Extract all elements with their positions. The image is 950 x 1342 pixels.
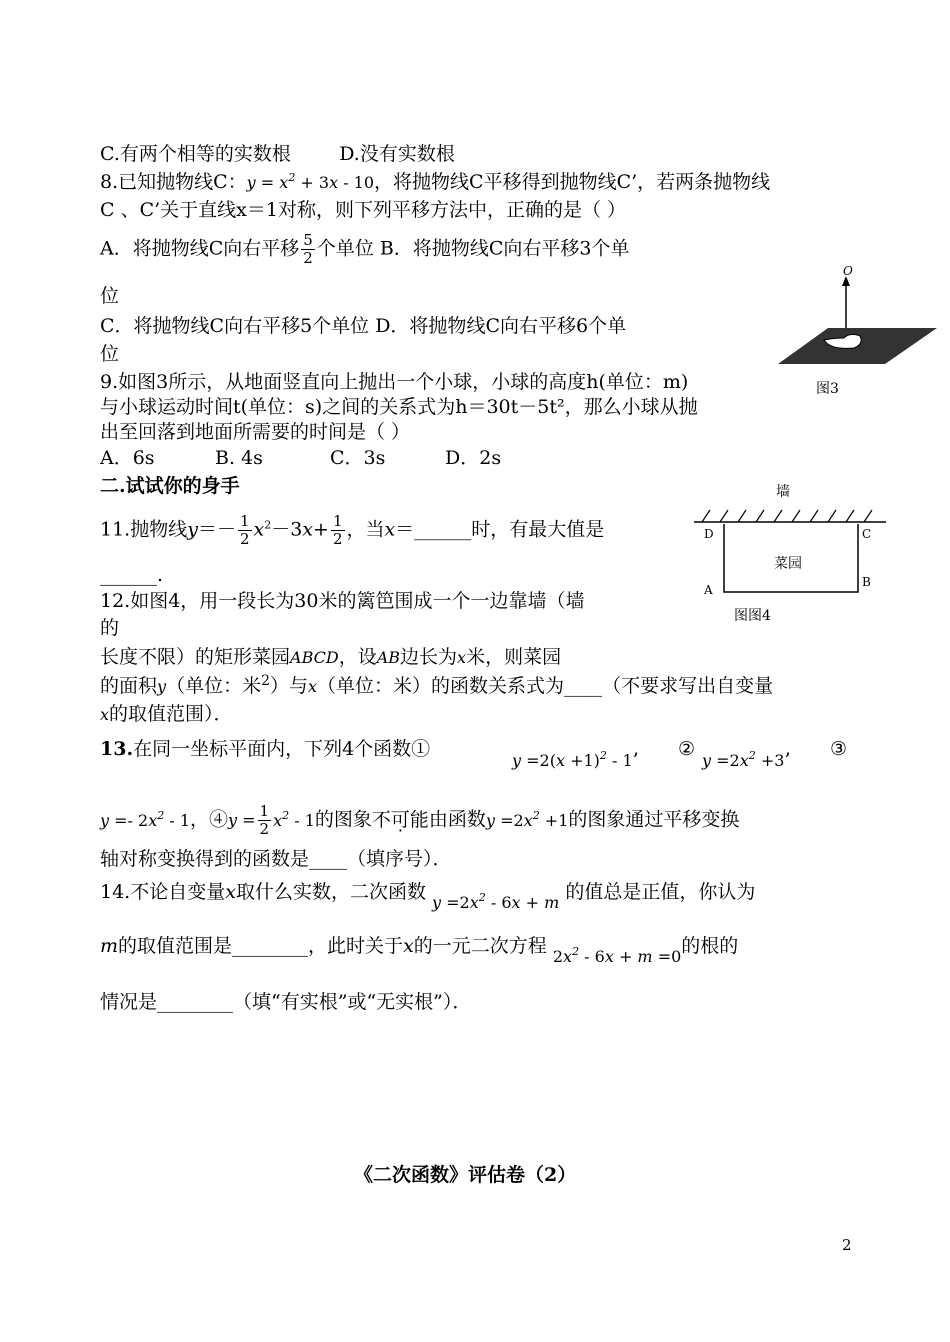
q8-stem-line2: C 、C’关于直线x＝1对称，则下列平移方法中，正确的是（ ） [100,199,626,221]
q13-circle3: ③ [830,738,848,760]
q7-options-cd: C.有两个相等的实数根 D.没有实数根 [100,143,455,165]
q9-line1: 9.如图3所示，从地面竖直向上抛出一个小球，小球的高度h(单位：m) [100,371,689,393]
q9-line2: 与小球运动时间t(单位：s)之间的关系式为h＝30t－5t²，那么小球从抛 [100,396,698,418]
figure4-garden-label: 菜园 [774,556,802,572]
q13-func1: $y =2(x +1)^2 - 1$’ [512,749,639,771]
q9-options: A．6s B. 4s C．3s D．2s [100,447,502,469]
q8-wrap2: 位 [100,343,120,365]
q13-line3: 轴对称变换得到的函数是____（填序号）． [100,848,452,870]
q13-func2: $y =2x^2 +3$’ [702,749,791,771]
q8-fraction: $\frac{5}{2}$ [303,231,313,267]
q12-line1: 12.如图4，用一段长为30米的篱笆围成一个一边靠墙（墙 [100,590,585,612]
q8-wrap1: 位 [100,285,120,307]
q8-option-a-b: A．将抛物线C向右平移 $\frac{5}{2}$ 个单位 B．将抛物线C向右平移3个单 [100,231,630,267]
q13-circle2: ② [678,738,696,760]
page-number: 2 [842,1236,852,1254]
q8-option-c-d: C．将抛物线C向右平移5个单位 D．将抛物线C向右平移6个单 [100,315,627,337]
figure4-label-a: A [704,583,713,597]
figure3-label-o: O [843,264,853,278]
footer-title: 《二次函数》评估卷（2） [354,1164,577,1186]
figure4-label-b: B [862,575,871,589]
figure4-label-d: D [704,527,714,541]
q13-emphasis: 不可能 [371,808,429,831]
q12-line2: 的 [100,617,120,639]
q11-line: 11.抛物线y＝－ $\frac{1}{2}$ $x^2-3x+$ $\frac{1}{2}$ ，当x＝______时，有最大值是 [100,512,605,548]
q9-line3: 出至回落到地面所需要的时间是（ ） [100,421,411,443]
q14-line3: 情况是________（填“有实根”或“无实根”）． [100,991,472,1013]
figure3-caption: 图3 [816,381,839,397]
section2-heading: 二.试试你的身手 [100,475,240,497]
q13-line1: 13.在同一坐标平面内，下列4个函数① [100,738,431,760]
figure-4 [690,478,890,638]
q14-line1: 14.不论自变量x取什么实数，二次函数 $_{y =2x^2 - 6x + m}$ 的值总是正值，你认为 [100,881,756,912]
figure-3 [770,262,940,402]
q8-stem-line1 [100,170,770,195]
q8-stem-a: 8.已知抛物线C： [100,171,247,193]
q12-line5: x的取值范围）． [100,703,233,725]
q14-line2: m的取值范围是________，此时关于x的一元二次方程 $_{2x^2 - 6x + m =0}$的根的 [100,935,739,966]
q8-formula: $y = x^2 + 3x - 10$ [246,171,375,192]
q11-answer-blank: ______. [100,564,164,586]
figure4-wall-hatch [702,510,872,522]
q12-line4: 的面积y（单位：米$^2$）与x（单位：米）的函数关系式为____（不要求写出自变量 [100,673,774,697]
figure4-caption: 图图4 [734,608,771,624]
figure4-label-c: C [862,527,872,541]
q13-line2: $y =- 2x^2 - 1$，④y = $\frac{1}{2}$ $x^2 - 1$的图象不可能由函数$y =2x^2 +1$的图象通过平移变换 [100,802,740,838]
q12-line3: 长度不限）的矩形菜园ABCD，设AB边长为x米，则菜园 [100,646,562,668]
q8-stem-b: ，将抛物线C平移得到抛物线C’，若两条抛物线 [374,171,771,193]
figure4-wall-label: 墙 [776,484,790,500]
